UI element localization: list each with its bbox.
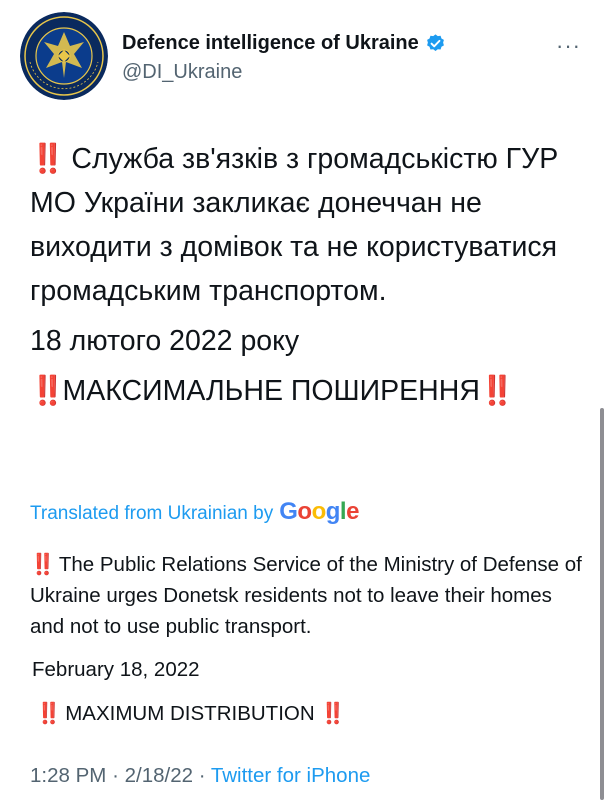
double-exclamation-icon: ‼️ <box>320 702 344 725</box>
scrollbar[interactable] <box>600 408 604 800</box>
double-exclamation-icon: ‼️ <box>479 375 513 407</box>
translation-attribution[interactable] <box>30 497 359 529</box>
google-logo-letter: o <box>311 498 326 525</box>
verified-badge-icon <box>425 33 446 54</box>
google-logo-letter: G <box>279 498 298 525</box>
tweet-date-uk: 18 лютого 2022 року <box>30 325 300 357</box>
double-exclamation-icon: ‼️ <box>30 375 63 407</box>
account-header[interactable] <box>122 30 446 85</box>
account-handle[interactable]: @DI_Ukraine <box>122 61 243 83</box>
tweet-message-uk: Служба зв'язків з громадськістю ГУР МО України закликає донеччан не виходити з домівок та не користуватися громадським транспортом. <box>30 143 559 307</box>
tweet-source-link[interactable]: Twitter for iPhone <box>210 764 371 787</box>
avatar[interactable] <box>20 12 108 100</box>
tweet-date-en: February 18, 2022 <box>32 658 200 681</box>
tweet-time[interactable]: 1:28 PM <box>30 764 107 787</box>
tweet-date[interactable]: 2/18/22 <box>124 764 193 787</box>
google-logo <box>279 497 359 527</box>
tweet-main-text-en <box>30 549 590 642</box>
meta-separator: · <box>112 764 119 787</box>
double-exclamation-icon: ‼️ <box>36 702 60 725</box>
tweet-message-en: The Public Relations Service of the Ministry of Defense of Ukraine urges Donetsk residents not to leave their homes and not to use public transport. <box>30 553 582 638</box>
google-logo-letter: g <box>325 498 340 525</box>
tweet-text-translated <box>30 549 590 729</box>
distribution-text-en: MAXIMUM DISTRIBUTION <box>65 702 315 725</box>
tweet-distribution-en <box>30 698 590 729</box>
distribution-text-uk: МАКСИМАЛЬНЕ ПОШИРЕННЯ <box>62 375 480 407</box>
meta-separator: · <box>198 764 206 787</box>
display-name-row <box>122 30 446 56</box>
tweet-distribution-uk <box>30 369 590 413</box>
double-exclamation-icon: ‼️ <box>30 143 64 175</box>
google-logo-letter: l <box>339 498 347 525</box>
tweet-meta <box>30 762 370 790</box>
google-logo-letter: o <box>297 498 312 525</box>
tweet-main-text-uk <box>30 137 590 313</box>
translation-label: Translated from Ukrainian by <box>30 503 274 524</box>
more-options-icon[interactable]: ··· <box>556 33 581 58</box>
tweet-text-original <box>30 137 590 413</box>
display-name[interactable]: Defence intelligence of Ukraine <box>122 32 419 54</box>
agency-emblem-icon <box>20 12 108 100</box>
double-exclamation-icon: ‼️ <box>30 553 54 576</box>
google-logo-letter: e <box>346 498 359 525</box>
